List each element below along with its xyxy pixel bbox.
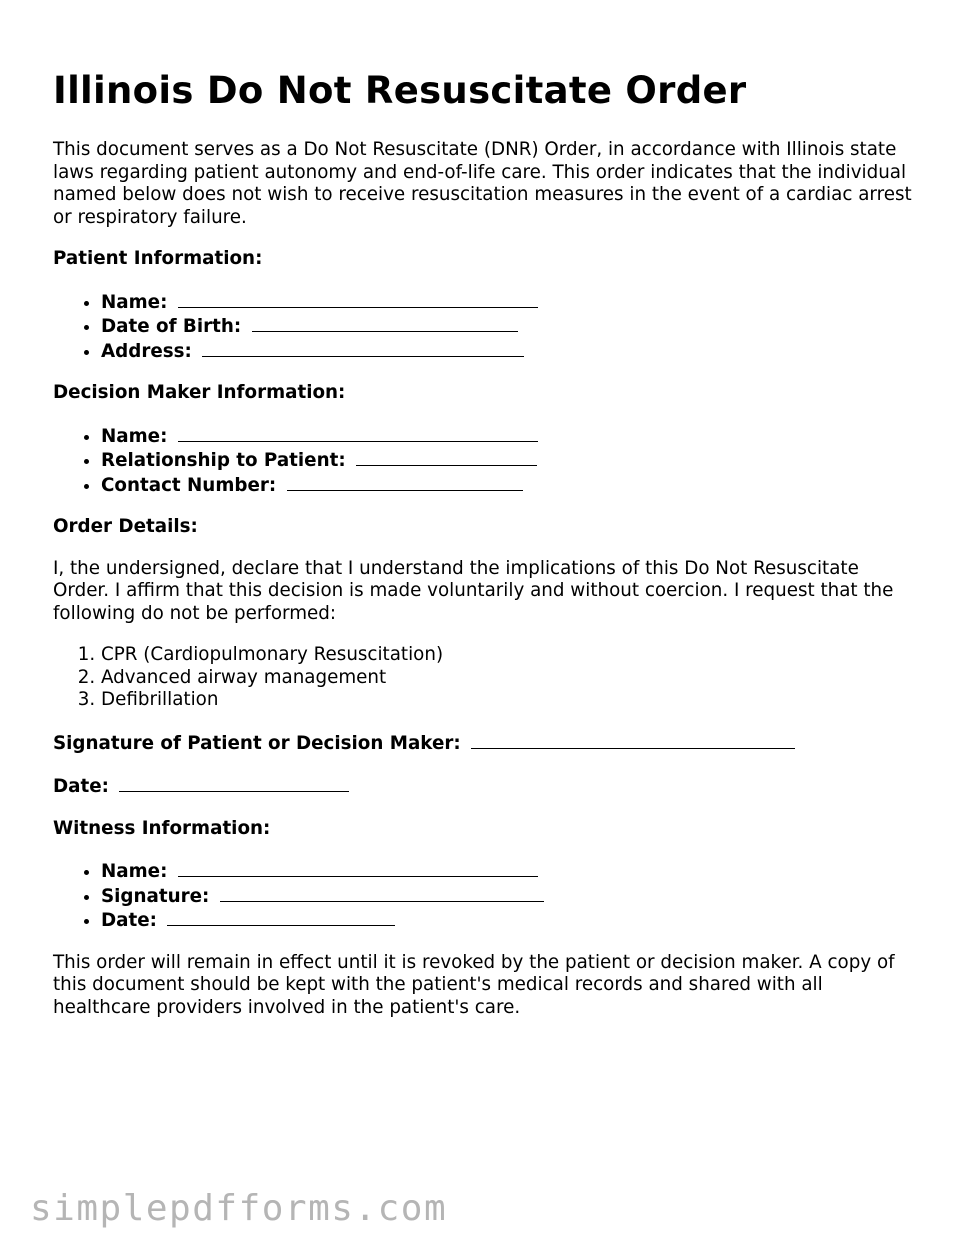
signature-field[interactable] — [471, 731, 795, 749]
contact-number-field[interactable] — [287, 473, 523, 491]
list-item: 1. CPR (Cardiopulmonary Resuscitation) — [101, 644, 913, 667]
decision-maker-heading: Decision Maker Information: — [53, 382, 346, 403]
witness-info-list — [53, 859, 913, 933]
intro-paragraph: This document serves as a Do Not Resuscitate (DNR) Order, in accordance with Illinois state laws regarding patient autonomy and end-of-life care. This order indicates that the individual named below does not wish to receive resuscitation measures in the event of a cardiac arrest or respiratory failure. — [53, 139, 912, 228]
list-item: 2. Advanced airway management — [101, 667, 913, 690]
list-item — [101, 859, 913, 884]
witness-info-heading: Witness Information: — [53, 817, 271, 839]
witness-signature-field[interactable] — [220, 884, 544, 902]
order-items-list — [53, 644, 913, 712]
date-row — [53, 774, 913, 799]
patient-info-list — [53, 290, 913, 364]
date-field[interactable] — [119, 774, 349, 792]
relationship-label: Relationship to Patient: — [101, 450, 346, 471]
order-details-text: I, the undersigned, declare that I understand the implications of this Do Not Resuscitate Order. I affirm that this decision is made voluntarily and without coercion. I request that the following do not be performed: — [53, 557, 894, 624]
patient-dob-field[interactable] — [252, 314, 518, 332]
signature-row — [53, 731, 913, 756]
page-title: Illinois Do Not Resuscitate Order — [53, 69, 747, 112]
patient-info-heading: Patient Information: — [53, 248, 263, 269]
list-item — [101, 290, 913, 315]
list-item: 3. Defibrillation — [101, 689, 913, 712]
closing-paragraph: This order will remain in effect until it is revoked by the patient or decision maker. A copy of this document should be kept with the patient's medical records and shared with all healthcare providers involved in the patient's care. — [53, 951, 895, 1018]
witness-date-field[interactable] — [167, 908, 395, 926]
patient-address-label: Address: — [101, 340, 192, 362]
list-item — [101, 314, 913, 339]
patient-dob-label: Date of Birth: — [101, 316, 242, 337]
list-item — [101, 424, 913, 449]
list-item — [101, 884, 913, 909]
order-details-heading: Order Details: — [53, 516, 198, 537]
patient-address-field[interactable] — [202, 339, 524, 357]
watermark: simplepdfforms.com — [30, 1188, 448, 1229]
witness-name-label: Name: — [101, 861, 168, 882]
list-item — [101, 908, 913, 933]
decision-maker-name-label: Name: — [101, 425, 168, 447]
witness-name-field[interactable] — [178, 859, 538, 877]
date-label: Date: — [53, 776, 109, 797]
decision-maker-list — [53, 424, 913, 498]
patient-name-field[interactable] — [178, 290, 538, 308]
list-item — [101, 448, 913, 473]
relationship-field[interactable] — [356, 448, 537, 466]
decision-maker-name-field[interactable] — [178, 424, 538, 442]
contact-number-label: Contact Number: — [101, 474, 277, 496]
list-item — [101, 339, 913, 364]
patient-name-label: Name: — [101, 291, 168, 313]
document-page — [53, 66, 913, 1038]
signature-label: Signature of Patient or Decision Maker: — [53, 732, 461, 754]
witness-date-label: Date: — [101, 910, 157, 931]
witness-signature-label: Signature: — [101, 885, 210, 907]
list-item — [101, 473, 913, 498]
